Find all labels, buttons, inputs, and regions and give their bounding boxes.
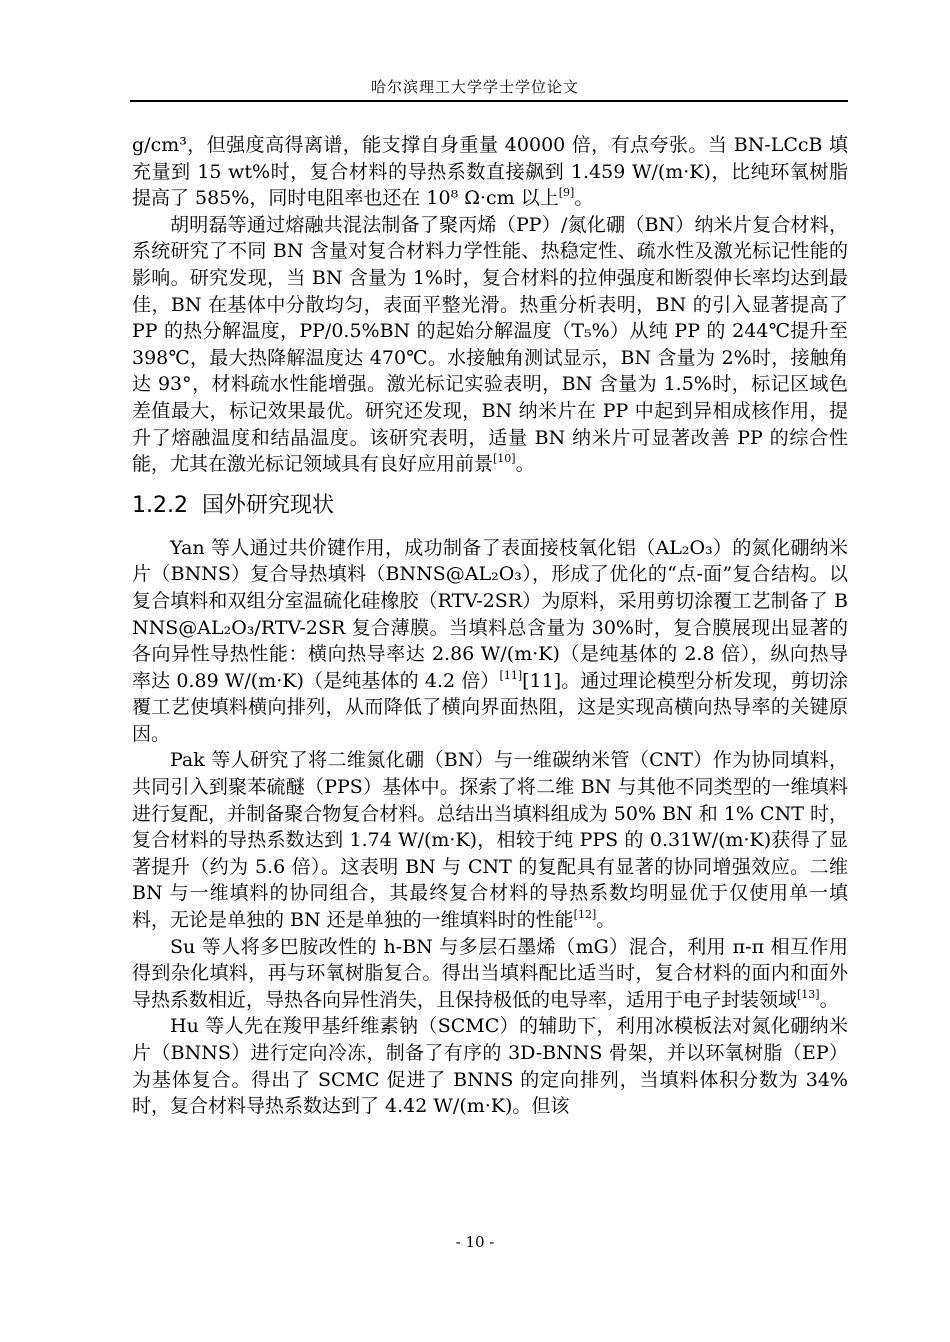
running-header: 哈尔滨理工大学学士学位论文 bbox=[370, 78, 579, 96]
header-rule bbox=[130, 100, 848, 102]
paragraph-text: Pak 等人研究了将二维氮化硼（BN）与一维碳纳米管（CNT）作为协同填料，共同引入到聚苯硫醚（PPS）基体中。探索了将二维 BN 与其他不同类型的一维填料进行复配，并制备聚合物复合材料。总结出当填料组成为 50% BN 和 1% CNT 时，复合材料的导热系数达到 1.74 W/(m·K)，相较于纯 PPS 的 0.31W/(m·K)获得了显著提升（约为 5.6 倍）。这表明 BN 与 CNT 的复配具有显著的协同增强效应。二维 BN 与一维填料的协同组合，其最终复合材料的导热系数均明显优于仅使用单一填料，无论是单独的 BN 还是单独的一维填料时的性能 bbox=[132, 749, 848, 932]
section-title: 国外研究现状 bbox=[201, 492, 334, 518]
paragraph-text: Yan 等人通过共价键作用，成功制备了表面接枝氧化铝（AL₂O₃）的氮化硼纳米片（BNNS）复合导热填料（BNNS@AL₂O₃），形成了优化的“点-面”复合结构。以复合填料和双组分室温硫化硅橡胶（RTV-2SR）为原料，采用剪切涂覆工艺制备了 BNNS@AL₂O₃/RTV-2SR 复合薄膜。当填料总含量为 30%时，复合膜展现出显著的各向异性导热性能：横向热导率达 2.86 W/(m·K)（是纯基体的 2.8 倍），纵向热导率达 0.89 W/(m·K)（是纯基体的 4.2 倍） bbox=[132, 536, 848, 692]
paragraph-1 bbox=[132, 132, 848, 212]
paragraph-end: [11]。通过理论模型分析发现，剪切涂覆工艺使填料横向排列，从而降低了横向界面热阻，这是实现高横向热导率的关键原因。 bbox=[132, 669, 848, 745]
citation: [13] bbox=[797, 987, 820, 1001]
citation: [10] bbox=[493, 452, 516, 466]
paragraph-text: g/cm³，但强度高得离谱，能支撑自身重量 40000 倍，有点夸张。当 BN-LCcB 填充量到 15 wt%时，复合材料的导热系数直接飙到 1.459 W/(m·K)，比纯环氧树脂提高了 585%，同时电阻率也还在 10⁸ Ω·cm 以上 bbox=[132, 134, 848, 210]
paragraph-2 bbox=[132, 212, 848, 478]
paragraph-end: 。 bbox=[819, 988, 839, 1011]
paragraph-end: 。 bbox=[515, 453, 535, 476]
paragraph-3 bbox=[132, 535, 848, 748]
paragraph-end: 。 bbox=[574, 187, 594, 210]
citation: [9] bbox=[558, 186, 575, 200]
paragraph-end: 。 bbox=[596, 909, 616, 932]
paragraph-5 bbox=[132, 934, 848, 1014]
paragraph-4 bbox=[132, 747, 848, 933]
paragraph-text: 胡明磊等通过熔融共混法制备了聚丙烯（PP）/氮化硼（BN）纳米片复合材料，系统研究了不同 BN 含量对复合材料力学性能、热稳定性、疏水性及激光标记性能的影响。研究发现，当 BN 含量为 1%时，复合材料的拉伸强度和断裂伸长率均达到最佳，BN 在基体中分散均匀，表面平整光滑。热重分析表明，BN 的引入显著提高了 PP 的热分解温度，PP/0.5%BN 的起始分解温度（T₅%）从纯 PP 的 244℃提升至 398℃，最大热降解温度达 470℃。水接触角测试显示，BN 含量为 2%时，接触角达 93°，材料疏水性能增强。激光标记实验表明，BN 含量为 1.5%时，标记区域色差值最大，标记效果最优。研究还发现，BN 纳米片在 PP 中起到异相成核作用，提升了熔融温度和结晶温度。该研究表明，适量 BN 纳米片可显著改善 PP 的综合性能，尤其在激光标记领域具有良好应用前景 bbox=[132, 213, 848, 476]
section-number: 1.2.2 bbox=[132, 492, 188, 518]
citation: [12] bbox=[573, 908, 597, 922]
paragraph-text: Hu 等人先在羧甲基纤维素钠（SCMC）的辅助下，利用冰模板法对氮化硼纳米片（BNNS）进行定向冷冻，制备了有序的 3D-BNNS 骨架，并以环氧树脂（EP）为基体复合。得出了 SCMC 促进了 BNNS 的定向排列，当填料体积分数为 34%时，复合材料导热系数达到了 4.42 W/(m·K)。但该 bbox=[132, 1015, 848, 1118]
paragraph-6 bbox=[132, 1013, 848, 1119]
paragraph-text: Su 等人将多巴胺改性的 h-BN 与多层石墨烯（mG）混合，利用 π-π 相互作用得到杂化填料，再与环氧树脂复合。得出当填料配比适当时，复合材料的面内和面外导热系数相近，导热各向异性消失，且保持极低的电导率，适用于电子封装领域 bbox=[132, 935, 848, 1011]
page-number: - 10 - bbox=[455, 1233, 495, 1251]
section-heading bbox=[132, 491, 848, 521]
body-text bbox=[132, 132, 848, 1120]
citation: [11] bbox=[499, 668, 523, 682]
